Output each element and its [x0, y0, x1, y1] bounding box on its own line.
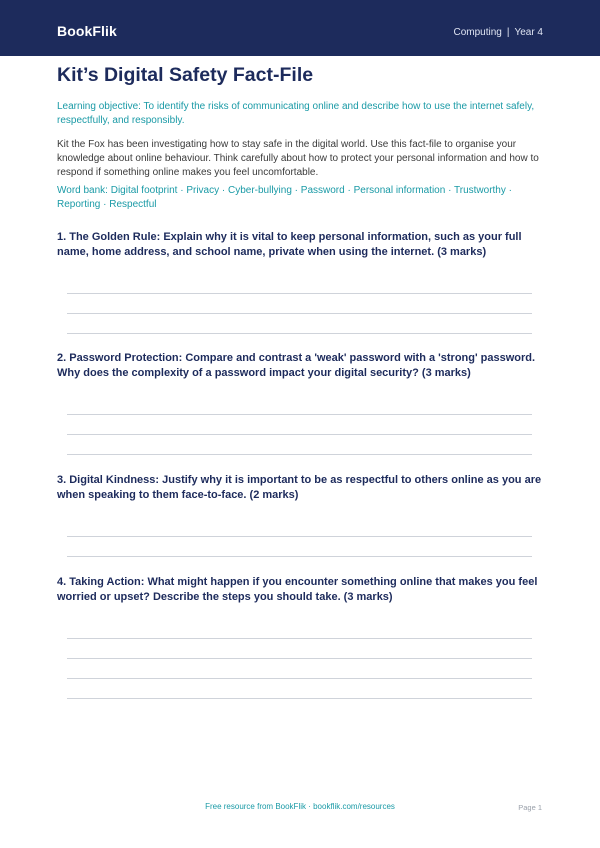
question-3: 3. Digital Kindness: Justify why it is important to be as respectful to others online as you are when speaking to them face-to-face. (2 marks) [57, 474, 542, 501]
brand-logo-text: BookFlik [57, 23, 117, 39]
subject-separator: | [506, 27, 510, 38]
answer-line[interactable] [67, 333, 532, 334]
answer-line[interactable] [67, 658, 532, 659]
subject-label [453, 26, 543, 40]
answer-line[interactable] [67, 414, 532, 415]
word-bank: Word bank: Digital footprint · Privacy · Cyber-bullying · Password · Personal information · Trustworthy · Reporting · Respectful [57, 185, 512, 210]
answer-line[interactable] [67, 434, 532, 435]
answer-line[interactable] [67, 536, 532, 537]
answer-line[interactable] [67, 454, 532, 455]
answer-line[interactable] [67, 293, 532, 294]
answer-line[interactable] [67, 556, 532, 557]
subject-name: Computing [453, 27, 502, 38]
page-title: Kit’s Digital Safety Fact-File [57, 64, 314, 86]
answer-line[interactable] [67, 638, 532, 639]
answer-line[interactable] [67, 678, 532, 679]
question-1: 1. The Golden Rule: Explain why it is vital to keep personal information, such as your full name, home address, and school name, private when using the internet. (3 marks) [57, 231, 522, 258]
year-group: Year 4 [514, 27, 543, 38]
answer-line[interactable] [67, 313, 532, 314]
page-header [0, 0, 600, 56]
question-4: 4. Taking Action: What might happen if you encounter something online that makes you feel worried or upset? Describe the steps you should take. (3 marks) [57, 576, 538, 603]
footer-credit: Free resource from BookFlik · bookflik.com/resources [205, 802, 395, 811]
page-number: Page 1 [518, 803, 542, 812]
intro-paragraph: Kit the Fox has been investigating how to stay safe in the digital world. Use this fact-file to organise your knowledge about online behaviour. Think carefully about how to protect your personal information and how to respond if something online makes you feel uncomfortable. [57, 139, 539, 178]
question-2: 2. Password Protection: Compare and contrast a 'weak' password with a 'strong' password. Why does the complexity of a password impact your digital security? (3 marks) [57, 352, 536, 379]
answer-line[interactable] [67, 698, 532, 699]
learning-objective: Learning objective: To identify the risks of communicating online and describe how to use the internet safely, respectfully, and responsibly. [57, 101, 535, 126]
